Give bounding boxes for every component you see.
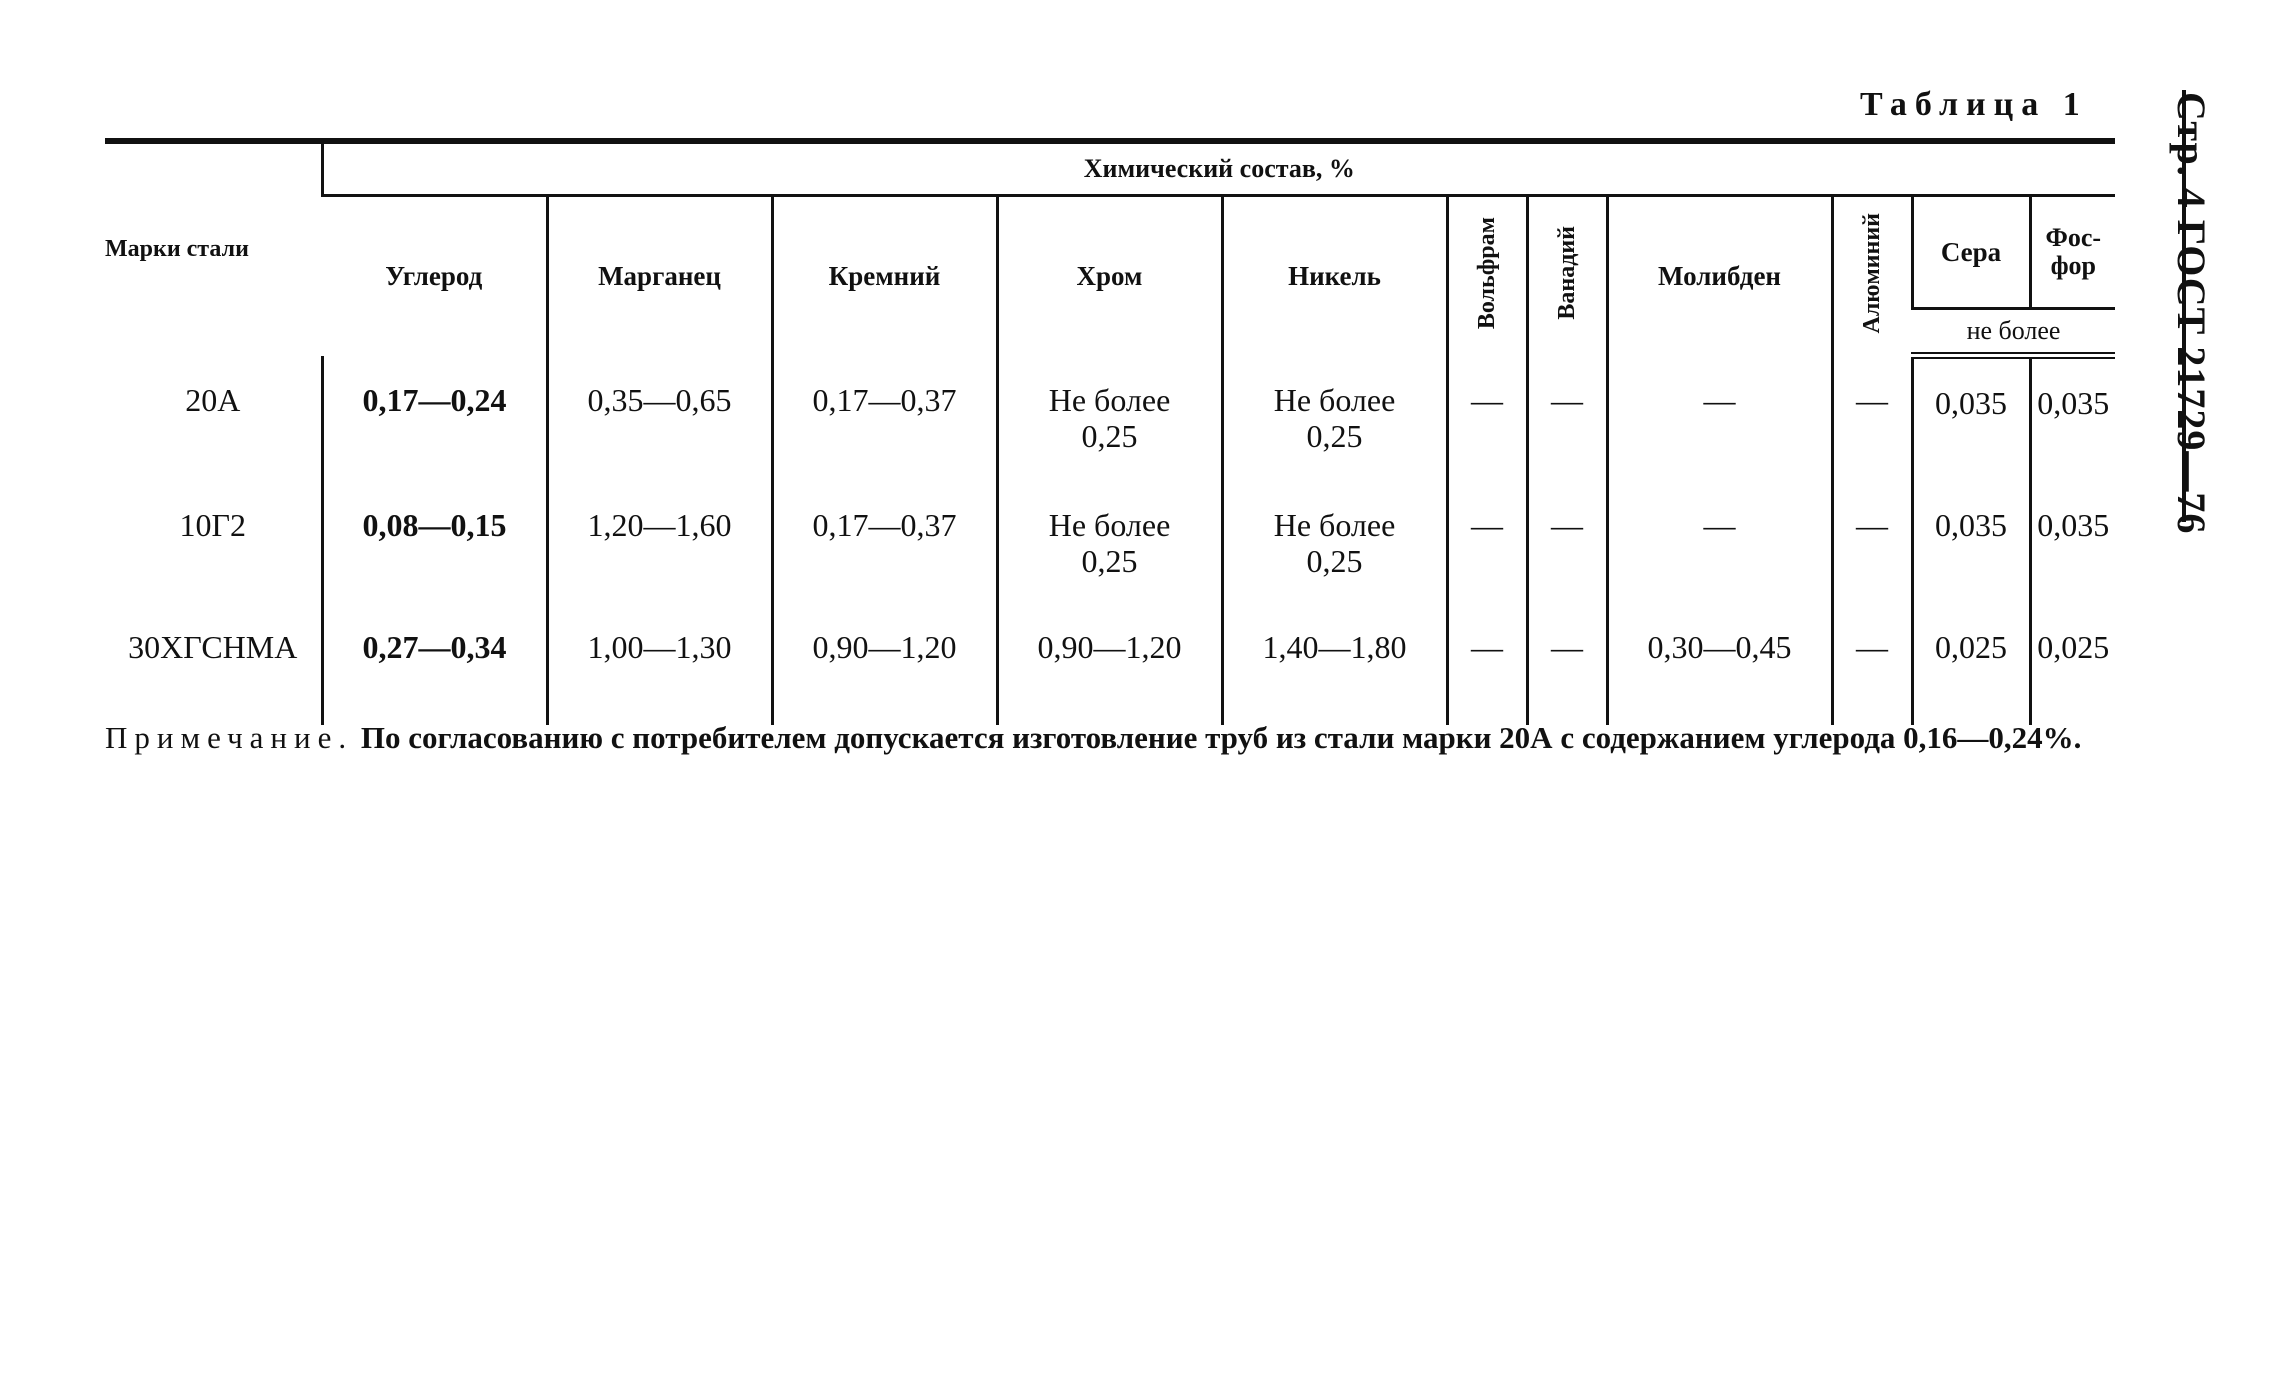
subheader-max: не более <box>1912 309 2115 356</box>
vanadium-cell: — <box>1527 613 1607 725</box>
manganese-cell: 0,35—0,65 <box>547 356 772 492</box>
carbon-cell: 0,27—0,34 <box>322 613 547 725</box>
aluminium-cell: — <box>1832 613 1912 725</box>
col-header-tungsten <box>1447 196 1527 356</box>
aluminium-cell: — <box>1832 356 1912 492</box>
table-row <box>105 613 2115 725</box>
sulfur-cell: 0,035 <box>1912 356 2030 492</box>
col-header-vanadium-text: Ванадий <box>1553 225 1580 320</box>
vanadium-cell: — <box>1527 356 1607 492</box>
col-header-aluminium <box>1832 196 1912 356</box>
grade-cell: 20A <box>185 381 241 418</box>
col-header-manganese: Марганец <box>547 196 772 356</box>
phosphorus-cell: 0,035 <box>2030 356 2115 492</box>
note-label: Примечание. <box>105 720 354 755</box>
silicon-cell: 0,90—1,20 <box>772 613 997 725</box>
nickel-cell: Не более 0,25 <box>1222 356 1447 492</box>
tungsten-cell: — <box>1447 613 1527 725</box>
col-header-tungsten-text: Вольфрам <box>1473 216 1500 329</box>
sulfur-cell: 0,025 <box>1912 613 2030 725</box>
vanadium-cell: — <box>1527 491 1607 613</box>
col-header-vanadium <box>1527 196 1607 356</box>
nickel-cell: Не более 0,25 <box>1222 491 1447 613</box>
table-note <box>105 720 2115 756</box>
col-header-nickel: Никель <box>1222 196 1447 356</box>
carbon-cell: 0,17—0,24 <box>322 356 547 492</box>
grade-column-header: Марки стали <box>105 141 322 356</box>
molybdenum-cell: — <box>1607 491 1832 613</box>
col-header-aluminium-text: Алюминий <box>1858 212 1885 333</box>
grade-cell: 30ХГСНМА <box>128 629 298 665</box>
nickel-cell: 1,40—1,80 <box>1222 613 1447 725</box>
page-running-header: Стр. 4 ГОСТ 21729—76 <box>2169 92 2214 535</box>
phosphorus-cell: 0,025 <box>2030 613 2115 725</box>
molybdenum-cell: 0,30—0,45 <box>1607 613 1832 725</box>
tungsten-cell: — <box>1447 491 1527 613</box>
col-header-phosphorus: Фос- фор <box>2030 196 2115 309</box>
note-text: По согласованию с потребителем допускается изготовление труб из стали марки 20А с содержанием углерода 0,16—0,24%. <box>353 720 2082 755</box>
silicon-cell: 0,17—0,37 <box>772 491 997 613</box>
chemical-composition-table <box>105 138 2115 725</box>
sulfur-cell: 0,035 <box>1912 491 2030 613</box>
chromium-cell: 0,90—1,20 <box>997 613 1222 725</box>
silicon-cell: 0,17—0,37 <box>772 356 997 492</box>
col-header-sulfur: Сера <box>1912 196 2030 309</box>
composition-group-header: Химический состав, % <box>322 141 2115 196</box>
col-header-carbon: Углерод <box>385 260 483 291</box>
carbon-cell: 0,08—0,15 <box>322 491 547 613</box>
molybdenum-cell: — <box>1607 356 1832 492</box>
col-header-molybdenum: Молибден <box>1607 196 1832 356</box>
chromium-cell: Не более 0,25 <box>997 356 1222 492</box>
grade-cell: 10Г2 <box>179 507 246 543</box>
col-header-chromium: Хром <box>997 196 1222 356</box>
table-row <box>105 356 2115 492</box>
tungsten-cell: — <box>1447 356 1527 492</box>
table-row <box>105 491 2115 613</box>
chromium-cell: Не более 0,25 <box>997 491 1222 613</box>
aluminium-cell: — <box>1832 491 1912 613</box>
manganese-cell: 1,20—1,60 <box>547 491 772 613</box>
phosphorus-cell: 0,035 <box>2030 491 2115 613</box>
table-title: Таблица 1 <box>1860 86 2088 123</box>
manganese-cell: 1,00—1,30 <box>547 613 772 725</box>
col-header-silicon: Кремний <box>772 196 997 356</box>
